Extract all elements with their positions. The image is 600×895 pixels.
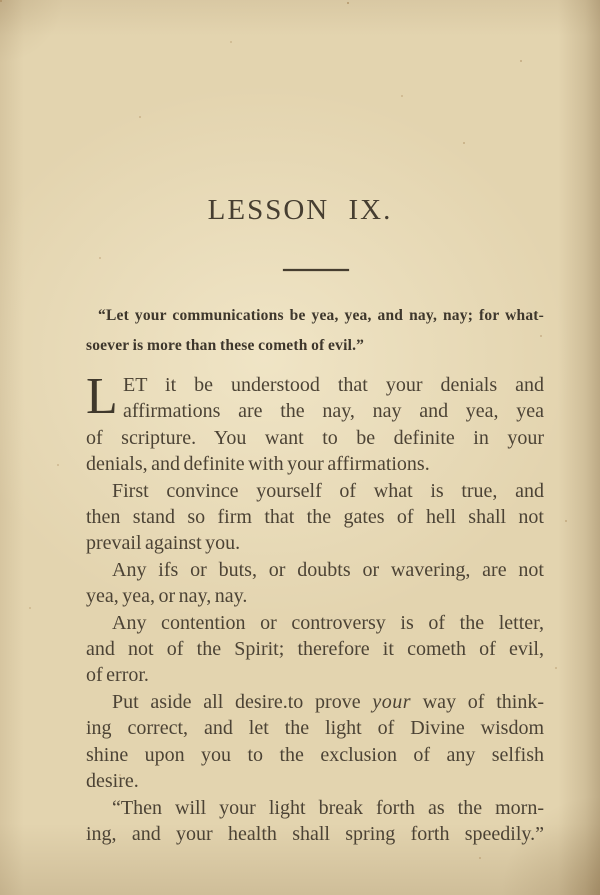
body-line bbox=[86, 610, 544, 636]
section-divider-rule bbox=[283, 269, 349, 271]
body-line bbox=[86, 530, 544, 556]
body-text-segment: ing correct, and let the light of Divine wisdom bbox=[86, 717, 544, 740]
lesson-heading: LESSON IX. bbox=[207, 194, 393, 226]
body-text-segment: then stand so firm that the gates of hell shall not bbox=[86, 506, 544, 529]
body-text-segment: of error. bbox=[86, 664, 149, 687]
body-text-segment: and not of the Spirit; therefore it cometh of evil, bbox=[86, 638, 544, 661]
body-line bbox=[86, 715, 544, 741]
body-line bbox=[86, 742, 544, 768]
body-text-segment: desire. bbox=[86, 770, 139, 793]
body-text-segment: Any ifs or buts, or doubts or wavering, are not bbox=[112, 558, 544, 581]
body-text-segment: ing, and your health shall spring forth speedily.” bbox=[86, 822, 544, 845]
drop-cap: L bbox=[86, 368, 118, 425]
body-text-segment: denials, and definite with your affirmations. bbox=[86, 453, 430, 476]
body-text-segment: First convince yourself of what is true, and bbox=[112, 479, 544, 502]
body-line bbox=[86, 821, 544, 847]
italic-word: your bbox=[372, 690, 411, 713]
body-line bbox=[86, 768, 544, 794]
body-line bbox=[86, 795, 544, 821]
quote-line: “Let your communications be yea, yea, and nay, nay; for what- bbox=[98, 307, 544, 324]
body-text-segment: yea, yea, or nay, nay. bbox=[86, 585, 248, 608]
body-line bbox=[86, 478, 544, 504]
body-line bbox=[86, 425, 544, 451]
body-text-segment: shine upon you to the exclusion of any selfish bbox=[86, 743, 544, 766]
body-text-segment: ET it be understood that your denials and bbox=[123, 374, 544, 396]
quote-line: soever is more than these cometh of evil.” bbox=[86, 337, 365, 354]
lesson-body-text bbox=[86, 368, 544, 847]
body-line bbox=[86, 451, 544, 477]
body-text-segment: “Then will your light break forth as the morn- bbox=[112, 796, 544, 819]
body-text-segment: Put aside all desire.to prove bbox=[112, 690, 373, 713]
body-text-segment: Any contention or controversy is of the letter, bbox=[112, 611, 544, 634]
body-line bbox=[86, 583, 544, 609]
paper-foxing-specks bbox=[0, 0, 2, 2]
epigraph-quote bbox=[86, 301, 544, 361]
body-text-segment: affirmations are the nay, nay and yea, yea bbox=[123, 400, 544, 423]
body-line bbox=[86, 662, 544, 688]
body-text-segment: of scripture. You want to be definite in your bbox=[86, 426, 544, 449]
body-line bbox=[86, 372, 544, 398]
body-text-segment: way of think- bbox=[411, 690, 544, 713]
body-line bbox=[86, 636, 544, 662]
body-text-segment: prevail against you. bbox=[86, 532, 241, 555]
body-line bbox=[86, 504, 544, 530]
body-line bbox=[86, 689, 544, 715]
body-line bbox=[86, 398, 544, 424]
body-paragraphs bbox=[86, 368, 544, 847]
body-line bbox=[86, 557, 544, 583]
